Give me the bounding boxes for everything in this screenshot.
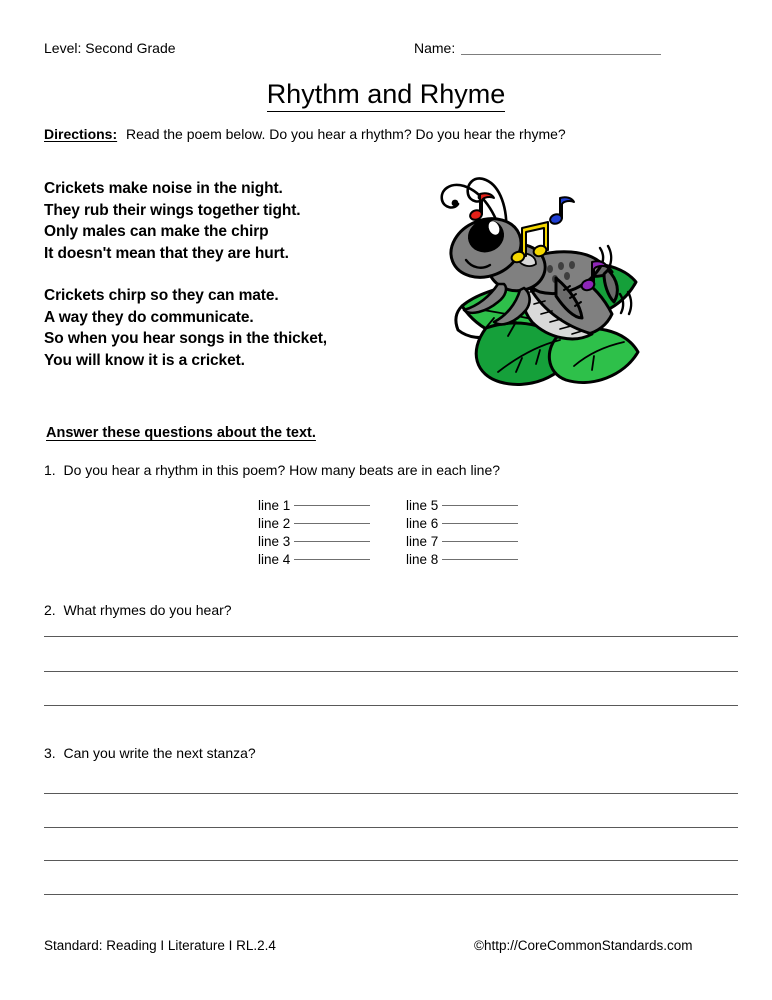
music-note-blue	[549, 197, 574, 225]
question-3	[44, 744, 256, 763]
cricket-on-leaves-illustration	[424, 166, 650, 396]
beat-entry-line-6	[406, 515, 518, 533]
beat-label: line 4	[258, 552, 291, 567]
page-title-text: Rhythm and Rhyme	[267, 79, 506, 112]
beat-label: line 6	[406, 516, 439, 531]
answer-line[interactable]	[44, 827, 738, 828]
beat-label: line 3	[258, 534, 291, 549]
answer-line[interactable]	[44, 705, 738, 706]
question-3-number: 3.	[44, 745, 56, 761]
beat-write-in-line[interactable]	[442, 523, 518, 524]
beat-entry-line-4	[258, 551, 406, 569]
beat-entry-line-1	[258, 497, 406, 515]
worksheet-header	[0, 38, 772, 60]
name-label: Name:	[414, 40, 456, 56]
antenna-tip-left	[452, 200, 459, 207]
question-2-number: 2.	[44, 602, 56, 618]
poem-block	[44, 178, 424, 371]
beat-label: line 5	[406, 498, 439, 513]
poem-line: So when you hear songs in the thicket,	[44, 330, 327, 347]
question-2	[44, 601, 232, 620]
answer-line[interactable]	[44, 636, 738, 637]
poem-line: You will know it is a cricket.	[44, 351, 245, 369]
question-1-text: Do you hear a rhythm in this poem? How many beats are in each line?	[63, 462, 501, 478]
question-1	[44, 461, 500, 480]
poem-stanza-1	[44, 178, 424, 264]
beat-entry-line-8	[406, 551, 518, 569]
page-title	[0, 78, 772, 110]
poem-line: Only males can make the chirp	[44, 223, 269, 240]
poem-line: It doesn't mean that they are hurt.	[44, 244, 289, 262]
beat-label: line 2	[258, 516, 291, 531]
poem-stanza-2	[44, 285, 424, 371]
beat-entry-line-7	[406, 533, 518, 551]
question-3-text: Can you write the next stanza?	[63, 745, 256, 761]
beat-write-in-line[interactable]	[442, 505, 518, 506]
question-2-text: What rhymes do you hear?	[63, 602, 232, 618]
beat-label: line 8	[406, 552, 439, 567]
poem-line: They rub their wings together tight.	[44, 201, 301, 219]
questions-section-heading: Answer these questions about the text.	[46, 425, 316, 441]
beat-write-in-line[interactable]	[442, 559, 518, 560]
beat-write-in-line[interactable]	[294, 523, 370, 524]
answer-line[interactable]	[44, 894, 738, 895]
beat-entry-line-3	[258, 533, 406, 551]
answer-line[interactable]	[44, 671, 738, 672]
beat-write-in-line[interactable]	[294, 541, 370, 542]
question-1-number: 1.	[44, 462, 56, 478]
name-field-group	[414, 38, 661, 58]
level-text: Level: Second Grade	[44, 40, 176, 56]
poem-line: Crickets make noise in the night.	[44, 180, 283, 197]
answer-line[interactable]	[44, 860, 738, 861]
directions-label: Directions:	[44, 126, 118, 142]
worksheet-footer	[0, 937, 772, 957]
beat-entry-line-2	[258, 515, 406, 533]
beat-write-in-line[interactable]	[442, 541, 518, 542]
poem-line: A way they do communicate.	[44, 308, 254, 326]
footer-credit-link[interactable]: ©http://CoreCommonStandards.com	[474, 938, 693, 953]
name-write-in-line[interactable]	[461, 54, 661, 55]
answer-line[interactable]	[44, 793, 738, 794]
beat-write-in-line[interactable]	[294, 559, 370, 560]
directions-row	[44, 125, 566, 144]
beat-label: line 7	[406, 534, 439, 549]
footer-standard-text: Standard: Reading I Literature I RL.2.4	[44, 938, 276, 953]
poem-line: Crickets chirp so they can mate.	[44, 287, 279, 304]
beat-write-in-line[interactable]	[294, 505, 370, 506]
beats-answer-grid	[258, 497, 518, 569]
beat-entry-line-5	[406, 497, 518, 515]
directions-text: Read the poem below. Do you hear a rhythm? Do you hear the rhyme?	[126, 126, 566, 142]
beat-label: line 1	[258, 498, 291, 513]
